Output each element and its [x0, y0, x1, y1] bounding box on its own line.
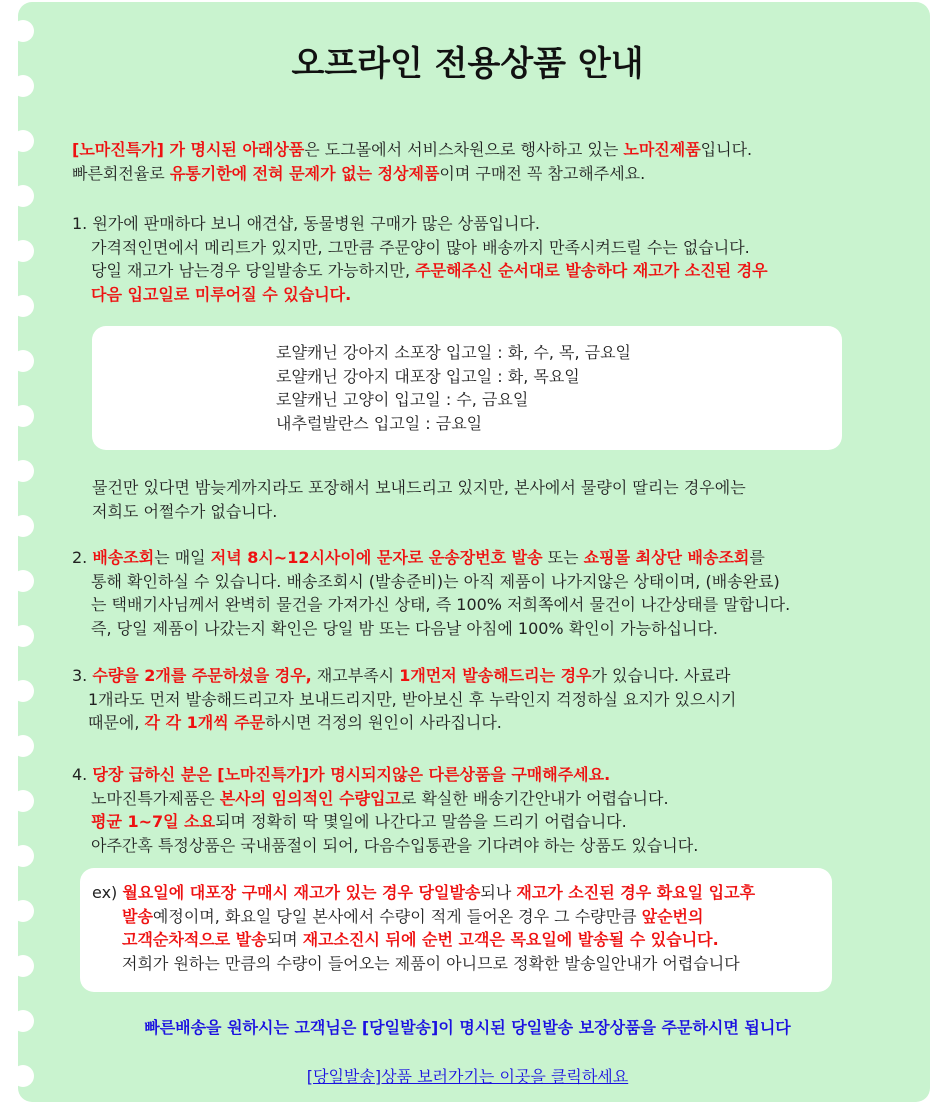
stock-schedule-item: 로얄캐닌 강아지 소포장 입고일 : 화, 수, 목, 금요일 — [276, 343, 632, 362]
binder-hole — [12, 295, 34, 317]
stock-schedule-item: 로얄캐닌 강아지 대포장 입고일 : 화, 목요일 — [276, 366, 580, 386]
intro-line — [72, 138, 752, 162]
item-4-line — [72, 763, 698, 787]
item-4-line — [72, 787, 698, 811]
body-text: 되며 — [266, 930, 303, 949]
body-text: 4. — [72, 765, 93, 784]
emphasis-text: 각 각 1개씩 주문 — [144, 713, 266, 732]
emphasis-text: 재고가 소진된 경우 화요일 입고후 — [516, 883, 756, 902]
binder-hole — [12, 735, 34, 757]
binder-hole — [12, 900, 34, 922]
item-1-line: 다음 입고일로 미루어질 수 있습니다. — [91, 284, 352, 304]
stock-note — [92, 476, 746, 523]
stock-schedule-item: 내추럴발란스 입고일 : 금요일 — [276, 413, 483, 433]
binder-hole — [12, 350, 34, 372]
body-text: 가 있습니다. 사료라 — [591, 666, 731, 685]
body-text: 또는 — [542, 548, 584, 567]
emphasis-text: 재고소진시 뒤에 순번 고객은 목요일에 발송될 수 있습니다. — [302, 930, 719, 949]
stock-schedule-item: 로얄캐닌 고양이 입고일 : 수, 금요일 — [276, 390, 529, 409]
body-text: 를 — [749, 548, 765, 567]
body-text: 이며 구매전 꼭 참고해주세요. — [439, 163, 646, 183]
emphasis-text: [노마진특가] 가 명시된 아래상품 — [72, 140, 305, 159]
body-text: 예정이며, 화요일 당일 본사에서 수량이 적게 들어온 경우 그 수량만큼 — [152, 906, 642, 926]
body-text: 재고부족시 — [311, 666, 400, 685]
body-text: 때문에, — [88, 713, 145, 732]
binder-hole — [12, 570, 34, 592]
body-text: ex) — [92, 883, 123, 902]
binder-hole — [12, 625, 34, 647]
item-4 — [72, 763, 698, 857]
example-line — [92, 905, 755, 929]
item-3-line — [72, 664, 736, 688]
binder-hole — [12, 460, 34, 482]
binder-hole — [12, 955, 34, 977]
binder-hole — [12, 845, 34, 867]
item-3-line — [72, 711, 736, 735]
footer-link-row — [0, 1065, 935, 1089]
item-2-line: 통해 확인하실 수 있습니다. 배송조회시 (발송준비)는 아직 제품이 나가지않은 상태이며, (배송완료) — [91, 571, 780, 591]
item-3-line: 1개라도 먼저 발송해드리고자 보내드리지만, 받아보신 후 누락인지 걱정하실 요지가 있으시기 — [88, 689, 737, 709]
same-day-delivery-note: 빠른배송을 원하시는 고객님은 [당일발송]이 명시된 당일발송 보장상품을 주문하시면 됩니다 — [144, 1018, 791, 1037]
binder-hole — [12, 515, 34, 537]
stock-note-line: 물건만 있다면 밤늦게까지라도 포장해서 보내드리고 있지만, 본사에서 물량이 딸리는 경우에는 — [92, 478, 746, 497]
body-text: 2. — [72, 548, 93, 567]
example-text — [92, 881, 755, 975]
binder-hole — [12, 405, 34, 427]
item-2-line — [72, 546, 790, 570]
emphasis-text: 앞순번의 — [641, 906, 704, 926]
item-3 — [72, 664, 736, 735]
body-text: 은 도그몰에서 서비스차원으로 행사하고 있는 — [304, 140, 624, 159]
emphasis-text: 당장 급하신 분은 [노마진특가]가 명시되지않은 다른상품을 구매해주세요. — [92, 765, 611, 784]
item-1-line: 1. 원가에 판매하다 보니 애견샵, 동물병원 구매가 많은 상품입니다. — [72, 214, 540, 233]
item-4-line: 아주간혹 특정상품은 국내품절이 되어, 다음수입통관을 기다려야 하는 상품도 있습니다. — [91, 835, 699, 855]
emphasis-text: 1개먼저 발송해드리는 경우 — [399, 666, 592, 685]
body-text: 노마진특가제품은 — [91, 788, 220, 808]
body-text: 하시면 걱정의 원인이 사라집니다. — [265, 713, 502, 732]
binder-hole — [12, 240, 34, 262]
example-line — [92, 928, 755, 952]
example-line: 저희가 원하는 만큼의 수량이 들어오는 제품이 아니므로 정확한 발송일안내가 어렵습니다 — [122, 953, 740, 973]
body-text: 되나 — [480, 883, 517, 902]
body-text: 빠른회전율로 — [72, 163, 170, 183]
item-1-emphasis: 주문해주신 순서대로 발송하다 재고가 소진된 경우 — [415, 261, 768, 280]
emphasis-text: 수량을 2개를 주문하셨을 경우, — [92, 666, 312, 685]
item-2 — [72, 546, 790, 640]
item-2-line: 즉, 당일 제품이 나갔는지 확인은 당일 밤 또는 다음날 아침에 100% 확인이 가능하십니다. — [91, 618, 718, 638]
emphasis-text: 평균 1~7일 소요 — [91, 812, 216, 831]
same-day-products-link[interactable]: [당일발송]상품 보러가기는 이곳을 클릭하세요 — [306, 1067, 629, 1086]
example-line — [92, 881, 755, 905]
binder-hole — [12, 680, 34, 702]
page-title: 오프라인 전용상품 안내 — [291, 44, 644, 84]
body-text: 로 확실한 배송기간안내가 어렵습니다. — [400, 788, 669, 808]
emphasis-text: 노마진제품 — [623, 140, 701, 159]
emphasis-text: 유통기한에 전혀 문제가 없는 정상제품 — [169, 163, 440, 183]
item-1-text: 당일 재고가 남는경우 당일발송도 가능하지만, — [91, 261, 416, 280]
emphasis-text: 저녁 8시~12시사이에 문자로 운송장번호 발송 — [210, 548, 543, 567]
item-4-line — [72, 810, 698, 834]
item-2-line: 는 택배기사님께서 완벽히 물건을 가져가신 상태, 즉 100% 저희쪽에서 물건이 나간상태를 말합니다. — [91, 595, 791, 614]
body-text: 입니다. — [700, 140, 753, 159]
intro-line — [72, 162, 752, 186]
emphasis-text: 월요일에 대포장 구매시 재고가 있는 경우 당일발송 — [122, 883, 481, 902]
emphasis-text: 쇼핑몰 최상단 배송조회 — [583, 548, 750, 567]
emphasis-text: 고객순차적으로 발송 — [122, 930, 267, 949]
body-text: 는 매일 — [154, 548, 211, 567]
body-text: 3. — [72, 666, 93, 685]
body-text: 되며 정확히 딱 몇일에 나간다고 말씀을 드리기 어렵습니다. — [215, 812, 627, 831]
stock-note-line: 저희도 어쩔수가 없습니다. — [92, 501, 278, 521]
item-1-line: 가격적인면에서 메리트가 있지만, 그만큼 주문양이 많아 배송까지 만족시켜드릴 수는 없습니다. — [91, 237, 750, 257]
emphasis-text: 본사의 임의적인 수량입고 — [219, 788, 401, 808]
binder-hole — [12, 185, 34, 207]
binder-hole — [12, 790, 34, 812]
item-1-line — [72, 259, 768, 283]
intro-section — [72, 138, 752, 185]
stock-schedule-list — [276, 341, 631, 435]
item-1 — [72, 212, 768, 306]
emphasis-text: 배송조회 — [92, 548, 155, 567]
binder-hole — [12, 130, 34, 152]
emphasis-text: 발송 — [122, 906, 153, 926]
